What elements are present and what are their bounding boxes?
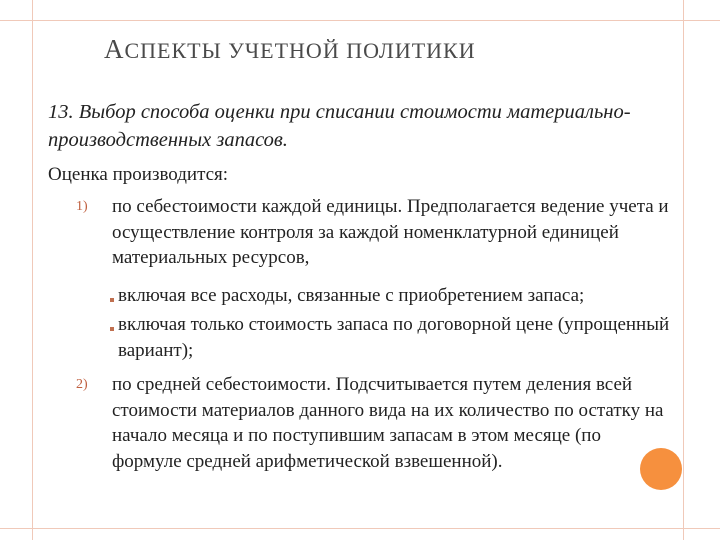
list-item-1: по себестоимости каждой единицы. Предполагается ведение учета и осуществление контроля за каждой номенклатурной единицей материальных ресурсов, (112, 196, 669, 268)
intro-text: Оценка производится: (48, 164, 229, 185)
list-number-1: 1) (76, 199, 88, 214)
frame-top-line (0, 20, 720, 21)
sub-item-2: включая только стоимость запаса по договорной цене (упрощенный вариант); (118, 314, 670, 361)
list-number-2: 2) (76, 377, 88, 392)
bullet-icon (110, 298, 114, 302)
title-rest: СПЕКТЫ УЧЕТНОЙ ПОЛИТИКИ (124, 38, 476, 63)
slide-subtitle: 13. Выбор способа оценки при списании стоимости материально-производственных запасов. (48, 101, 631, 151)
frame-left-line (32, 0, 33, 540)
sub-item-1: включая все расходы, связанные с приобретением запаса; (118, 285, 585, 306)
frame-bottom-line (0, 528, 720, 529)
title-first-letter: А (104, 34, 125, 64)
frame-right-line (683, 0, 684, 540)
decorative-circle (640, 448, 682, 490)
bullet-icon (110, 327, 114, 331)
slide-title (104, 34, 476, 65)
list-item-2: по средней себестоимости. Подсчитывается путем деления всей стоимости материалов данного вида на их количество по остатку на начало месяца и по поступившим запасам в этом месяце (по формуле средней арифметической взвешенной). (112, 374, 664, 472)
